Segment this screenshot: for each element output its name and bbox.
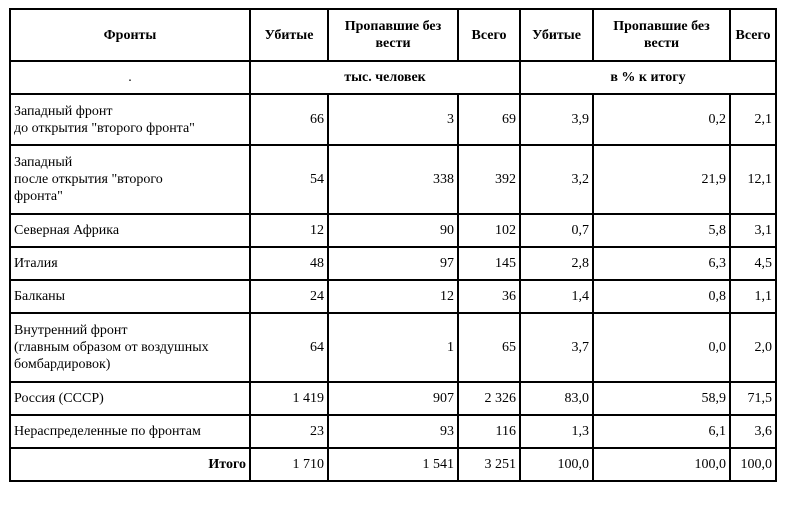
front-name-line: Внутренний фронт (14, 323, 128, 338)
header-missing-abs: Пропавшие без вести (328, 9, 458, 61)
table-row (10, 94, 776, 145)
total-total: 3 251 (458, 448, 520, 481)
front-name-line: Западный (14, 155, 73, 170)
cell-killed-pct: 3,2 (520, 145, 593, 214)
cell-missing: 12 (328, 280, 458, 313)
total-total-pct: 100,0 (730, 448, 776, 481)
header-total-abs: Всего (458, 9, 520, 61)
table-row (10, 145, 776, 214)
cell-total-pct: 12,1 (730, 145, 776, 214)
front-name-line: Балканы (14, 289, 66, 304)
total-killed: 1 710 (250, 448, 328, 481)
table-row (10, 280, 776, 313)
header-row (10, 9, 776, 61)
front-name-line: до открытия "второго фронта" (14, 120, 195, 136)
table-row (10, 313, 776, 382)
front-name-line: Нераспределенные по фронтам (14, 424, 201, 439)
header-killed-abs: Убитые (250, 9, 328, 61)
cell-missing: 907 (328, 382, 458, 415)
cell-missing-pct: 21,9 (593, 145, 730, 214)
table-row (10, 415, 776, 448)
cell-killed-pct: 1,4 (520, 280, 593, 313)
cell-total-pct: 4,5 (730, 247, 776, 280)
front-name-line: бомбардировок) (14, 357, 111, 372)
header-total-pct: Всего (730, 9, 776, 61)
front-name-line: после открытия "второго (14, 172, 163, 187)
cell-missing: 3 (328, 94, 458, 145)
cell-total: 392 (458, 145, 520, 214)
total-row (10, 448, 776, 481)
cell-total: 36 (458, 280, 520, 313)
units-pct: в % к итогу (520, 61, 776, 94)
table-body (10, 94, 776, 448)
total-missing: 1 541 (328, 448, 458, 481)
total-label: Итого (10, 448, 250, 481)
cell-missing-pct: 0,2 (593, 94, 730, 145)
front-name (10, 145, 250, 214)
cell-total-pct: 2,0 (730, 313, 776, 382)
front-name (10, 415, 250, 448)
front-name (10, 382, 250, 415)
total-missing-pct: 100,0 (593, 448, 730, 481)
cell-killed-pct: 3,9 (520, 94, 593, 145)
cell-total: 116 (458, 415, 520, 448)
total-killed-pct: 100,0 (520, 448, 593, 481)
cell-total: 65 (458, 313, 520, 382)
cell-killed-pct: 3,7 (520, 313, 593, 382)
cell-missing-pct: 0,0 (593, 313, 730, 382)
cell-missing-pct: 0,8 (593, 280, 730, 313)
front-name (10, 247, 250, 280)
front-name-line: (главным образом от воздушных (14, 340, 209, 355)
cell-missing-pct: 6,1 (593, 415, 730, 448)
cell-killed: 54 (250, 145, 328, 214)
front-name-line: Западный фронт (14, 103, 113, 119)
cell-missing: 338 (328, 145, 458, 214)
cell-killed: 1 419 (250, 382, 328, 415)
table-row (10, 214, 776, 247)
front-name (10, 280, 250, 313)
units-abs: тыс. человек (250, 61, 520, 94)
cell-missing: 97 (328, 247, 458, 280)
header-killed-pct: Убитые (520, 9, 593, 61)
cell-missing-pct: 5,8 (593, 214, 730, 247)
units-first-col: . (10, 61, 250, 94)
front-name (10, 313, 250, 382)
cell-total: 69 (458, 94, 520, 145)
cell-total-pct: 71,5 (730, 382, 776, 415)
cell-missing-pct: 6,3 (593, 247, 730, 280)
cell-total: 2 326 (458, 382, 520, 415)
units-row (10, 61, 776, 94)
cell-total: 102 (458, 214, 520, 247)
cell-missing-pct: 58,9 (593, 382, 730, 415)
header-fronts: Фронты (10, 9, 250, 61)
front-name-line: фронта" (14, 189, 63, 204)
header-missing-pct: Пропавшие без вести (593, 9, 730, 61)
front-name-line: Италия (14, 256, 58, 271)
cell-total: 145 (458, 247, 520, 280)
cell-missing: 1 (328, 313, 458, 382)
cell-killed: 12 (250, 214, 328, 247)
front-name-line: Россия (СССР) (14, 391, 104, 406)
front-name-line: Северная Африка (14, 223, 120, 238)
cell-total-pct: 1,1 (730, 280, 776, 313)
cell-killed-pct: 83,0 (520, 382, 593, 415)
cell-killed-pct: 2,8 (520, 247, 593, 280)
cell-killed-pct: 0,7 (520, 214, 593, 247)
cell-total-pct: 3,6 (730, 415, 776, 448)
cell-total-pct: 3,1 (730, 214, 776, 247)
cell-killed: 66 (250, 94, 328, 145)
cell-missing: 90 (328, 214, 458, 247)
front-name (10, 214, 250, 247)
cell-killed: 48 (250, 247, 328, 280)
front-name (10, 94, 250, 145)
table-row (10, 382, 776, 415)
cell-killed: 24 (250, 280, 328, 313)
cell-missing: 93 (328, 415, 458, 448)
table-row (10, 247, 776, 280)
cell-killed: 64 (250, 313, 328, 382)
cell-killed-pct: 1,3 (520, 415, 593, 448)
losses-table (9, 8, 777, 482)
cell-killed: 23 (250, 415, 328, 448)
cell-total-pct: 2,1 (730, 94, 776, 145)
